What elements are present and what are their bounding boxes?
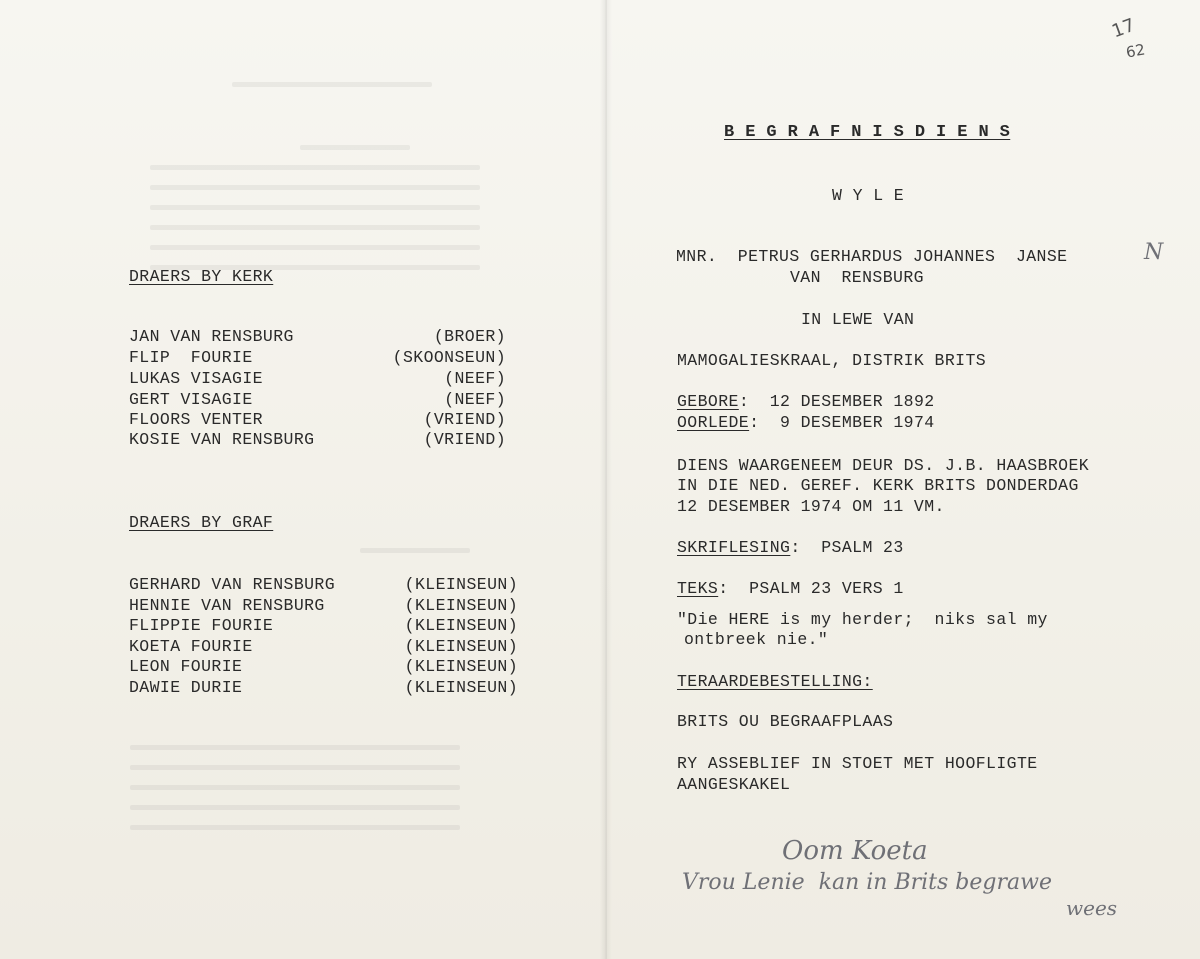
service-details-line: IN DIE NED. GEREF. KERK BRITS DONDERDAG: [677, 476, 1079, 495]
in-lewe-van: IN LEWE VAN: [801, 310, 915, 329]
deceased-name-line1: MNR. PETRUS GERHARDUS JOHANNES JANSE: [676, 247, 1068, 266]
graf-bearer-relation: (KLEINSEUN): [404, 657, 518, 676]
corner-pencil-note: 62: [1124, 40, 1147, 62]
wyle-label: W Y L E: [832, 186, 905, 205]
procession-note-line1: RY ASSEBLIEF IN STOET MET HOOFLIGTE: [677, 754, 1038, 773]
kerk-bearer-name: LUKAS VISAGIE: [129, 369, 263, 388]
graf-bearer-name: HENNIE VAN RENSBURG: [129, 596, 325, 615]
corner-pencil-note: 17: [1109, 14, 1138, 43]
kerk-bearer-name: FLOORS VENTER: [129, 410, 263, 429]
kerk-bearer-name: KOSIE VAN RENSBURG: [129, 430, 315, 449]
kerk-bearer-name: JAN VAN RENSBURG: [129, 327, 294, 346]
burial-label: TERAARDEBESTELLING:: [677, 672, 873, 691]
scripture-value: : PSALM 23: [790, 538, 904, 557]
page-fold: [600, 0, 612, 959]
service-title: B E G R A F N I S D I E N S: [724, 123, 1011, 142]
kerk-bearer-relation: (VRIEND): [423, 430, 506, 449]
psalm-quote-line1: "Die HERE is my herder; niks sal my: [677, 610, 1048, 629]
graf-bearer-relation: (KLEINSEUN): [404, 616, 518, 635]
text-value: : PSALM 23 VERS 1: [718, 579, 904, 598]
graf-bearer-relation: (KLEINSEUN): [404, 637, 518, 656]
death-label: OORLEDE: [677, 413, 750, 432]
procession-note-line2: AANGESKAKEL: [677, 775, 791, 794]
kerk-bearer-name: FLIP FOURIE: [129, 348, 253, 367]
kerk-bearer-relation: (BROER): [433, 327, 506, 346]
birth-label: GEBORE: [677, 392, 739, 411]
kerk-bearer-relation: (NEEF): [444, 390, 506, 409]
handwritten-note-line1: Oom Koeta: [782, 836, 928, 866]
kerk-bearer-relation: (VRIEND): [423, 410, 506, 429]
service-details-line: 12 DESEMBER 1974 OM 11 VM.: [677, 497, 945, 516]
cemetery: BRITS OU BEGRAAFPLAAS: [677, 712, 894, 731]
scripture-reading: [677, 538, 904, 558]
graf-bearer-name: LEON FOURIE: [129, 657, 243, 676]
graf-bearer-name: FLIPPIE FOURIE: [129, 616, 274, 635]
kerk-bearer-relation: (SKOONSEUN): [392, 348, 506, 367]
deceased-name-line2: VAN RENSBURG: [790, 268, 924, 287]
birth-date: [677, 392, 935, 412]
scripture-label: SKRIFLESING: [677, 538, 791, 557]
death-value: : 9 DESEMBER 1974: [749, 413, 935, 432]
text-label: TEKS: [677, 579, 719, 598]
graf-bearer-name: GERHARD VAN RENSBURG: [129, 575, 336, 594]
right-page: [606, 0, 1200, 959]
graf-bearer-relation: (KLEINSEUN): [404, 575, 518, 594]
kerk-heading: DRAERS BY KERK: [129, 267, 274, 286]
birth-value: : 12 DESEMBER 1892: [738, 392, 935, 411]
graf-bearer-relation: (KLEINSEUN): [404, 596, 518, 615]
kerk-bearer-relation: (NEEF): [444, 369, 506, 388]
death-date: [677, 413, 935, 433]
service-details-line: DIENS WAARGENEEM DEUR DS. J.B. HAASBROEK: [677, 456, 1090, 475]
graf-bearer-relation: (KLEINSEUN): [404, 678, 518, 697]
residence-place: MAMOGALIESKRAAL, DISTRIK BRITS: [677, 351, 987, 370]
kerk-bearer-name: GERT VISAGIE: [129, 390, 253, 409]
graf-bearer-name: KOETA FOURIE: [129, 637, 253, 656]
sermon-text: [677, 579, 904, 599]
handwritten-note-line2: Vrou Lenie kan in Brits begrawe: [682, 870, 1052, 895]
handwritten-name-suffix: N: [1144, 240, 1164, 265]
graf-bearer-name: DAWIE DURIE: [129, 678, 243, 697]
graf-heading: DRAERS BY GRAF: [129, 513, 274, 532]
handwritten-note-line3: wees: [1066, 896, 1118, 920]
psalm-quote-line2: ontbreek nie.": [684, 630, 829, 649]
